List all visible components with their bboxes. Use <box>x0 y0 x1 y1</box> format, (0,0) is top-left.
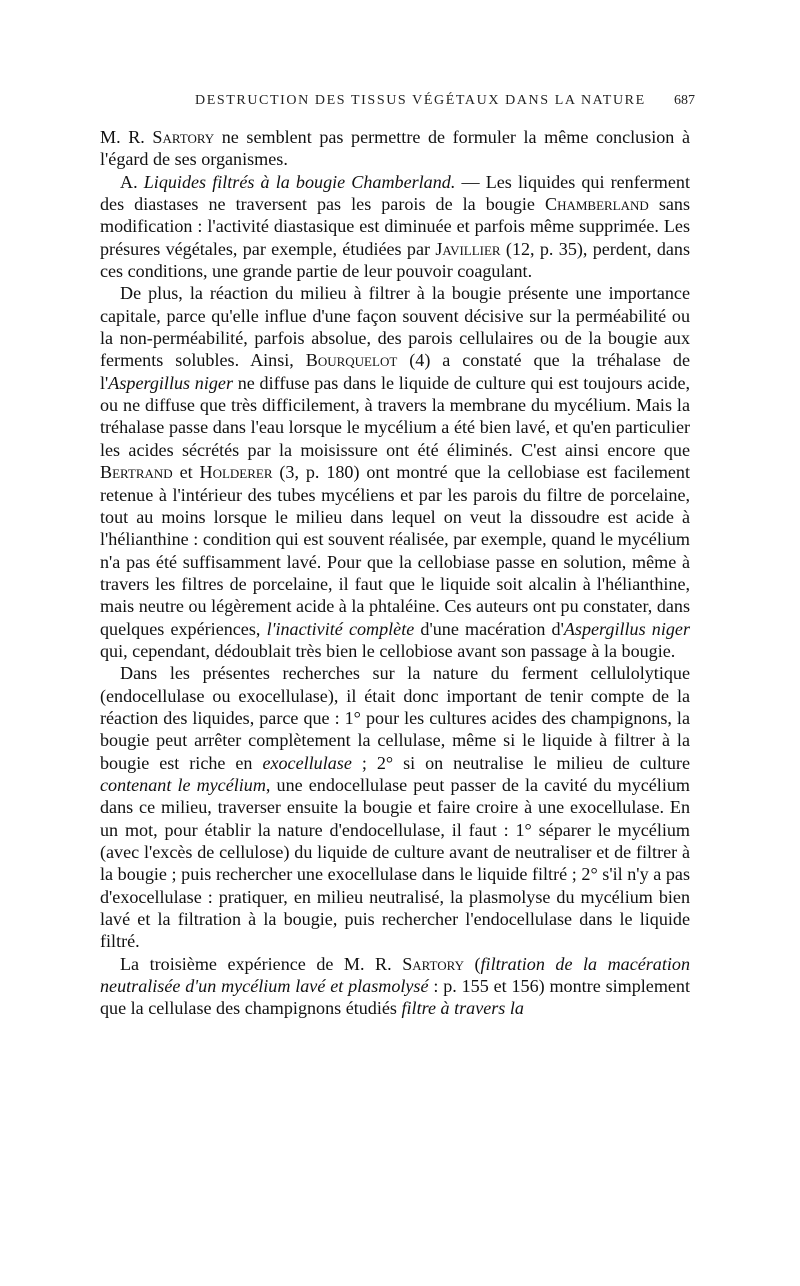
text-run: qui, cependant, dédoublait très bien le cellobiose avant son passage à la bougie. <box>100 640 676 661</box>
text-run: : p. 155 et 156) montre simplement que la cellulase des champignons étudiés <box>100 976 690 1019</box>
text-run: La troisième expérience de M. R. <box>120 953 403 974</box>
body-text <box>100 126 690 1020</box>
text-run: ( <box>463 953 481 974</box>
italic-run: contenant le mycélium <box>100 774 266 795</box>
text-run: De plus, la réaction du milieu à filtrer à la bougie présente une importance capitale, parce qu'elle influe d'une façon souvent décisive sur la perméabilité ou la non-perméabilité, parfois absolue, des parois cellulaires ou de la bougie aux ferments solubles. Ainsi, <box>100 283 690 371</box>
author-name: Sartory <box>152 127 215 147</box>
text-run: — Les liquides qui renferment des diastases ne traversent pas les parois de la bougie <box>100 171 690 215</box>
text-run: ne semblent pas permettre de formuler la même conclusion à l'égard de ses organismes. <box>100 127 690 170</box>
author-name: Javillier <box>435 238 501 259</box>
italic-run: Aspergillus niger <box>563 618 690 639</box>
author-name: Bertrand <box>100 462 173 483</box>
running-head <box>100 93 695 113</box>
text-run: et <box>172 462 200 483</box>
italic-run: Aspergillus niger <box>108 372 233 393</box>
text-run: ne diffuse pas dans le liquide de culture qui est toujours acide, ou ne diffuse que très difficilement, à travers la membrane du mycélium. Mais la tréhalase passe dans l'eau lorsque le mycélium a été bien lavé, et qu'en particulier les acides sécrétés par la moisissure ont été éliminés. C'est ainsi encore que <box>100 372 690 460</box>
page-number: 687 <box>674 93 695 108</box>
author-name: Holderer <box>199 462 273 483</box>
text-run: (3, p. 180) ont montré que la cellobiase est facilement retenue à l'intérieur des tubes mycéliens et par les parois du filtre de porcelaine, tout au moins lorsque le milieu dans lequel on veut la dissoudre est acide à l'hélianthine : condition qui est souvent réalisée, par exemple, quand le mycélium n'a pas été suffisamment lavé. Pour que la cellobiase passe en solution, même à travers les filtres de porcelaine, il faut que le liquide soit alcalin à l'hélianthine, mais neutre ou légèrement acide à la phtaléine. Ces auteurs ont pu constater, dans quelques expériences, <box>100 462 690 639</box>
text-run: A. <box>120 171 144 192</box>
text-run: , une endocellulase peut passer de la cavité du mycélium dans ce milieu, traverser ensuite la bougie et faire croire à une exocellulase. En un mot, pour établir la nature d'endocellulase, il faut : 1° séparer le mycélium (avec l'excès de cellulose) du liquide de culture avant de neutraliser et de filtrer à la bougie ; puis rechercher une exocellulase dans le liquide filtré ; 2° s'il n'y a pas d'exocellulase : pratiquer, en milieu neutralisé, la plasmolyse du mycélium bien lavé et la filtration à la bougie, puis rechercher l'endocellulase dans le liquide filtré. <box>100 774 690 952</box>
text-run: M. R. <box>100 127 153 147</box>
italic-run: l'inactivité complète <box>266 618 415 639</box>
author-name: Bourquelot <box>305 350 398 371</box>
italic-run: filtre à travers la <box>401 998 524 1019</box>
italic-run: exocellulase <box>262 752 352 773</box>
text-run: Dans les présentes recherches sur la nature du ferment cellulolytique (endocellulase ou exocellulase), il était donc important de tenir compte de la réaction des liquides, parce que : 1° pour les cultures acides des champignons, la bougie peut arrêter complètement la cellulase, même si le liquide à filtrer à la bougie est riche en <box>100 663 690 773</box>
paragraph <box>100 662 690 952</box>
text-run: d'une macération d' <box>414 618 564 639</box>
italic-run: Liquides filtrés à la bougie Chamberland. <box>143 171 456 192</box>
paragraph <box>100 126 690 171</box>
text-run: ; 2° si on neutralise le milieu de culture <box>351 752 690 773</box>
italic-run: filtration de la macération neutralisée d'un mycélium lavé et plasmolysé <box>100 953 691 997</box>
running-title: DESTRUCTION DES TISSUS VÉGÉTAUX DANS LA NATURE <box>195 93 646 108</box>
paragraph <box>100 953 690 1020</box>
author-name: Sartory <box>402 953 464 974</box>
paragraph <box>100 171 690 283</box>
text-run: sans modification : l'activité diastasique est diminuée et parfois même supprimée. Les présures végétales, par exemple, étudiées par <box>100 194 690 259</box>
text-run: (12, p. 35), perdent, dans ces conditions, une grande partie de leur pouvoir coagulant. <box>100 238 690 282</box>
paragraph <box>100 282 690 662</box>
author-name: Chamberland <box>545 194 649 215</box>
text-run: (4) a constaté que la tréhalase de l' <box>100 350 690 393</box>
